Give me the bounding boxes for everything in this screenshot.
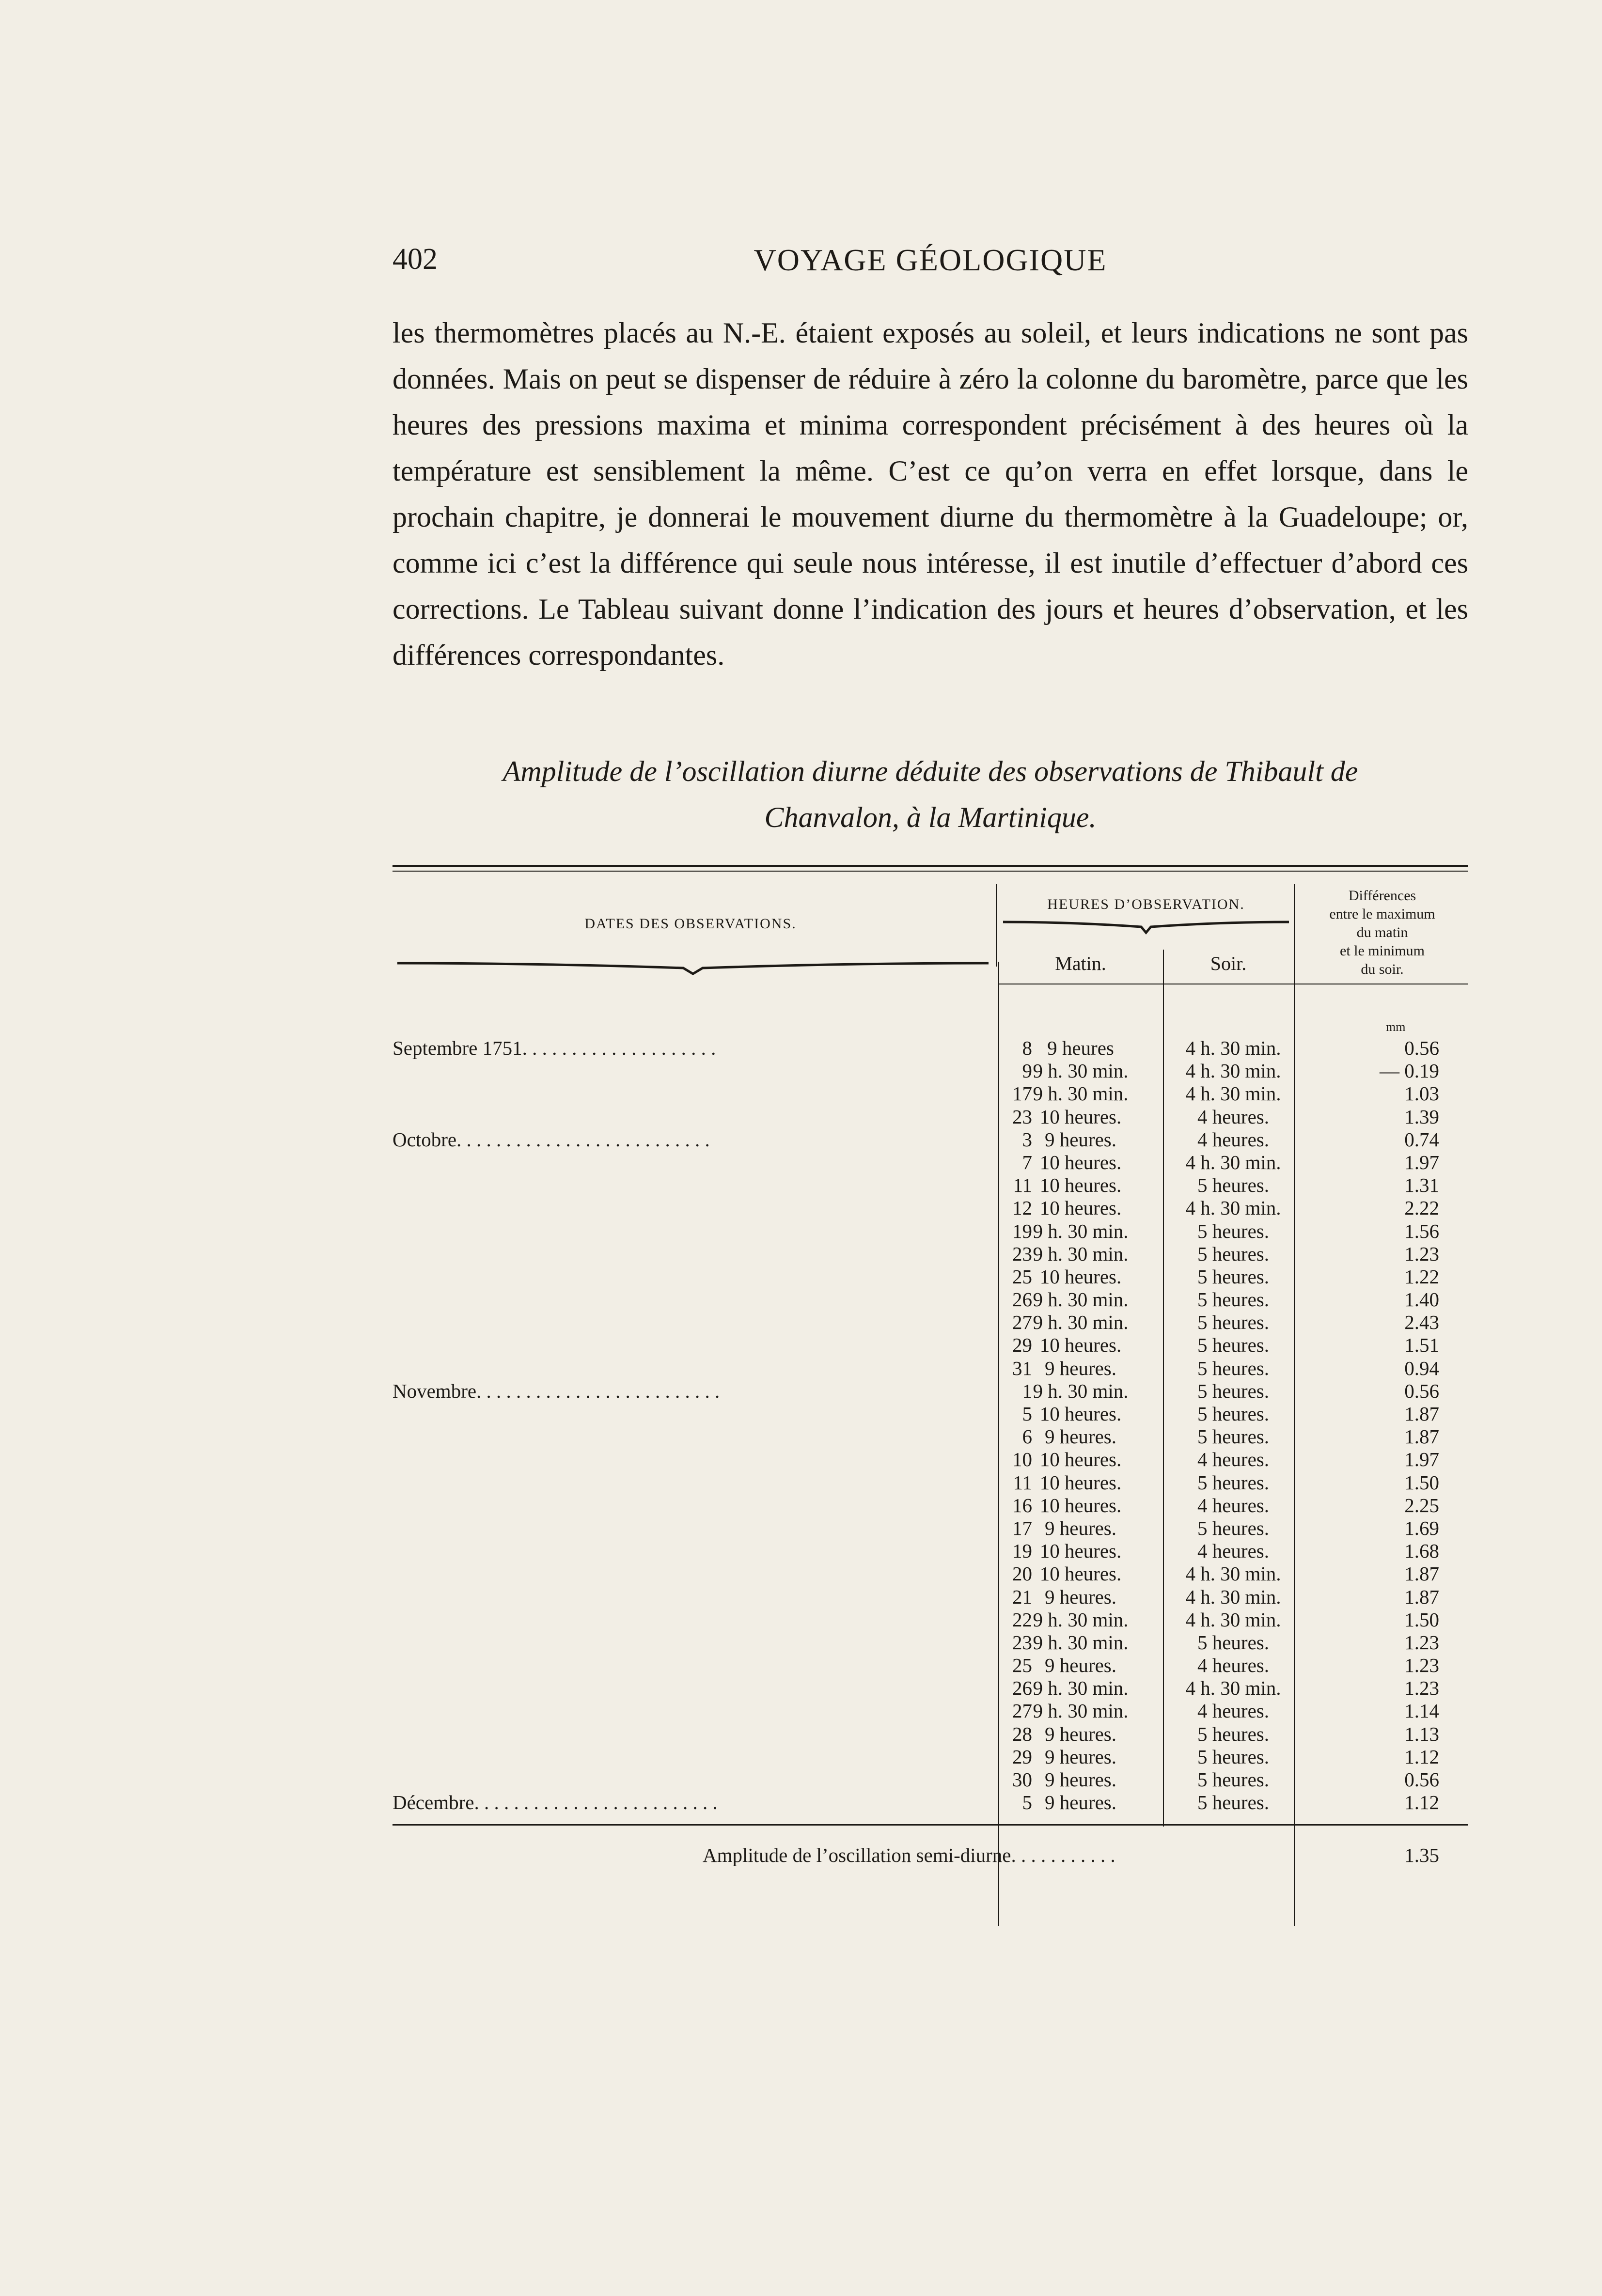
cell-morning: 9 heures.: [1044, 1654, 1116, 1677]
cell-day: 1: [1022, 1379, 1032, 1402]
cell-day: 19: [1012, 1219, 1032, 1242]
cell-day: 31: [1012, 1357, 1032, 1379]
cell-morning: 9 h. 30 min.: [1033, 1379, 1129, 1402]
cell-difference: 1.12: [1404, 1791, 1439, 1814]
cell-evening: 4 h. 30 min.: [1185, 1082, 1281, 1105]
cell-difference: 0.56: [1404, 1768, 1439, 1791]
header-morning: Matin.: [1055, 953, 1106, 974]
unit-mm: mm: [1386, 1020, 1406, 1034]
cell-difference: 1.23: [1404, 1631, 1439, 1654]
table-row: [393, 1243, 1468, 1265]
table-row: [393, 1220, 1468, 1243]
cell-day: 11: [1013, 1174, 1032, 1197]
cell-morning: 9 h. 30 min.: [1033, 1631, 1129, 1654]
header-dates: DATES DES OBSERVATIONS.: [584, 916, 797, 932]
cell-evening: 4 h. 30 min.: [1185, 1151, 1281, 1173]
table-row: [393, 1768, 1468, 1791]
cell-evening: 5 heures.: [1197, 1288, 1269, 1311]
cell-day: 17: [1012, 1516, 1032, 1539]
cell-morning: 9 h. 30 min.: [1033, 1677, 1129, 1700]
cell-evening: 4 heures.: [1197, 1700, 1269, 1722]
header-hours: HEURES D’OBSERVATION.: [1047, 896, 1245, 912]
cell-evening: 4 heures.: [1197, 1654, 1269, 1677]
cell-month: Octobre. . . . . . . . . . . . . . . . . . . . . . . . . .: [393, 1128, 710, 1151]
cell-morning: 9 heures.: [1044, 1516, 1116, 1539]
cell-evening: 4 heures.: [1197, 1540, 1269, 1562]
cell-evening: 5 heures.: [1197, 1425, 1269, 1448]
cell-difference: 1.68: [1404, 1540, 1439, 1562]
cell-morning: 10 heures.: [1039, 1403, 1122, 1425]
cell-evening: 5 heures.: [1197, 1174, 1269, 1197]
cell-difference: 1.12: [1404, 1745, 1439, 1768]
cell-month: Septembre 1751. . . . . . . . . . . . . . . . . . . .: [393, 1037, 716, 1059]
cell-day: 29: [1012, 1334, 1032, 1357]
cell-evening: 5 heures.: [1197, 1219, 1269, 1242]
cell-evening: 5 heures.: [1197, 1242, 1269, 1265]
cell-morning: 9 heures.: [1044, 1357, 1116, 1379]
table-title-line-2: Chanvalon, à la Martinique.: [764, 801, 1097, 833]
cell-evening: 5 heures.: [1197, 1379, 1269, 1402]
cell-day: 25: [1012, 1265, 1032, 1288]
cell-morning: 10 heures.: [1039, 1174, 1122, 1197]
cell-evening: 4 heures.: [1197, 1128, 1269, 1151]
table-row: [393, 1746, 1468, 1768]
summary-value: 1.35: [1404, 1844, 1439, 1866]
cell-difference: 2.25: [1404, 1494, 1439, 1516]
running-title: VOYAGE GÉOLOGIQUE: [754, 243, 1107, 277]
page-number: 402: [393, 243, 438, 276]
table-rows: [393, 1037, 1468, 1814]
cell-day: 25: [1012, 1654, 1032, 1677]
table-row: [393, 1654, 1468, 1677]
cell-morning: 9 h. 30 min.: [1033, 1311, 1129, 1334]
cell-evening: 4 heures.: [1197, 1448, 1269, 1471]
cell-day: 16: [1012, 1494, 1032, 1516]
cell-day: 19: [1012, 1540, 1032, 1562]
cell-morning: 10 heures.: [1039, 1105, 1122, 1128]
cell-evening: 5 heures.: [1197, 1311, 1269, 1334]
table-row: [393, 1631, 1468, 1654]
table-row: [393, 1586, 1468, 1609]
cell-difference: 1.97: [1404, 1448, 1439, 1471]
cell-difference: 1.14: [1404, 1700, 1439, 1722]
table-row: [393, 1791, 1468, 1814]
table-row: [393, 1288, 1468, 1311]
cell-difference: 1.22: [1404, 1265, 1439, 1288]
cell-difference: 1.87: [1404, 1425, 1439, 1448]
cell-morning: 10 heures.: [1039, 1494, 1122, 1516]
cell-evening: 4 h. 30 min.: [1185, 1585, 1281, 1608]
cell-evening: 5 heures.: [1197, 1768, 1269, 1791]
cell-morning: 9 heures.: [1044, 1791, 1116, 1814]
table-row: [393, 1265, 1468, 1288]
table-row: [393, 1151, 1468, 1174]
cell-evening: 4 h. 30 min.: [1185, 1197, 1281, 1219]
table-row: [393, 1357, 1468, 1380]
header-diff-line-4: et le minimum: [1340, 943, 1425, 959]
cell-evening: 4 h. 30 min.: [1185, 1060, 1281, 1082]
table-row: [393, 1540, 1468, 1562]
cell-morning: 9 heures.: [1044, 1585, 1116, 1608]
cell-morning: 10 heures.: [1039, 1562, 1122, 1585]
table-row: [393, 1471, 1468, 1494]
cell-difference: 0.56: [1404, 1379, 1439, 1402]
cell-day: 23: [1012, 1631, 1032, 1654]
dates-brace: [397, 959, 989, 979]
cell-month: Novembre. . . . . . . . . . . . . . . . . . . . . . . . .: [393, 1379, 720, 1402]
table-row: [393, 1174, 1468, 1197]
cell-day: 27: [1012, 1311, 1032, 1334]
cell-evening: 4 h. 30 min.: [1185, 1562, 1281, 1585]
cell-day: 23: [1012, 1105, 1032, 1128]
cell-morning: 9 h. 30 min.: [1033, 1700, 1129, 1722]
header-diff-line-5: du soir.: [1361, 961, 1404, 977]
cell-evening: 5 heures.: [1197, 1265, 1269, 1288]
cell-day: 9: [1022, 1060, 1032, 1082]
observations-table: [393, 865, 1468, 1897]
cell-evening: 5 heures.: [1197, 1791, 1269, 1814]
cell-morning: 9 h. 30 min.: [1033, 1060, 1129, 1082]
body-paragraph: les thermomètres placés au N.-E. étaient exposés au soleil, et leurs indications ne sont pas données. Mais on peut se dispenser de réduire à zéro la colonne du baromètre, parce que les heures des pressions maxima et minima correspondent précisément à des heures où la température est sensiblement la même. C’est ce qu’on verra en effet lorsque, dans le prochain chapitre, je donnerai le mouvement diurne du thermomètre à la Guadeloupe; or, comme ici c’est la différence qui seule nous intéresse, il est inutile d’effectuer d’abord ces corrections. Le Tableau suivant donne l’indication des jours et heures d’observation, et les différences correspondantes.: [393, 317, 1468, 671]
cell-morning: 10 heures.: [1039, 1540, 1122, 1562]
table-row: [393, 1425, 1468, 1448]
table-row: [393, 1311, 1468, 1334]
cell-day: 11: [1013, 1471, 1032, 1494]
cell-difference: 1.23: [1404, 1677, 1439, 1700]
cell-morning: 9 heures: [1047, 1037, 1114, 1059]
body-paragraph-block: [393, 310, 1468, 678]
cell-difference: 0.74: [1404, 1128, 1439, 1151]
table-row: [393, 1197, 1468, 1219]
cell-day: 20: [1012, 1562, 1032, 1585]
cell-month: Décembre. . . . . . . . . . . . . . . . . . . . . . . . .: [393, 1791, 718, 1814]
column-rule-dates: [996, 884, 997, 967]
table-row: [393, 1128, 1468, 1151]
summary-label: Amplitude de l’oscillation semi-diurne. . . . . . . . . . .: [703, 1844, 1115, 1866]
cell-day: 29: [1012, 1745, 1032, 1768]
cell-morning: 10 heures.: [1039, 1334, 1122, 1357]
cell-morning: 10 heures.: [1039, 1151, 1122, 1173]
cell-morning: 10 heures.: [1039, 1265, 1122, 1288]
table-row: [393, 1334, 1468, 1357]
cell-difference: 1.56: [1404, 1219, 1439, 1242]
cell-morning: 10 heures.: [1039, 1197, 1122, 1219]
table-bottom-rule: [393, 1824, 1468, 1826]
cell-morning: 10 heures.: [1039, 1471, 1122, 1494]
hours-brace: [1003, 918, 1289, 937]
cell-day: 30: [1012, 1768, 1032, 1791]
cell-evening: 4 h. 30 min.: [1185, 1037, 1281, 1059]
cell-day: 17: [1012, 1082, 1032, 1105]
cell-morning: 10 heures.: [1039, 1448, 1122, 1471]
table-row: [393, 1609, 1468, 1631]
table-row: [393, 1060, 1468, 1082]
table-row: [393, 1403, 1468, 1425]
cell-difference: 1.50: [1404, 1608, 1439, 1631]
cell-difference: 1.31: [1404, 1174, 1439, 1197]
cell-day: 5: [1022, 1791, 1032, 1814]
cell-evening: 5 heures.: [1197, 1722, 1269, 1745]
table-row: [393, 1380, 1468, 1403]
table-row: [393, 1700, 1468, 1722]
cell-difference: 1.23: [1404, 1654, 1439, 1677]
header-evening: Soir.: [1210, 953, 1247, 974]
table-row: [393, 1517, 1468, 1540]
table-row: [393, 1106, 1468, 1128]
table-row: [393, 1677, 1468, 1700]
table-row: [393, 1562, 1468, 1585]
cell-morning: 9 heures.: [1044, 1768, 1116, 1791]
cell-morning: 9 heures.: [1044, 1425, 1116, 1448]
cell-morning: 9 h. 30 min.: [1033, 1288, 1129, 1311]
table-title-line-1: Amplitude de l’oscillation diurne déduite des observations de Thibault de: [503, 755, 1358, 787]
cell-difference: 1.39: [1404, 1105, 1439, 1128]
cell-evening: 4 heures.: [1197, 1494, 1269, 1516]
cell-evening: 5 heures.: [1197, 1403, 1269, 1425]
cell-day: 22: [1012, 1608, 1032, 1631]
cell-difference: 1.23: [1404, 1242, 1439, 1265]
cell-evening: 5 heures.: [1197, 1471, 1269, 1494]
cell-difference: 1.97: [1404, 1151, 1439, 1173]
cell-day: 26: [1012, 1677, 1032, 1700]
cell-evening: 5 heures.: [1197, 1631, 1269, 1654]
cell-day: 26: [1012, 1288, 1032, 1311]
cell-day: 12: [1012, 1197, 1032, 1219]
cell-difference: 2.43: [1404, 1311, 1439, 1334]
cell-morning: 9 heures.: [1044, 1128, 1116, 1151]
cell-evening: 5 heures.: [1197, 1357, 1269, 1379]
cell-day: 28: [1012, 1722, 1032, 1745]
cell-morning: 9 h. 30 min.: [1033, 1242, 1129, 1265]
table-top-rule: [393, 865, 1468, 867]
cell-day: 3: [1022, 1128, 1032, 1151]
cell-morning: 9 h. 30 min.: [1033, 1608, 1129, 1631]
table-row: [393, 1037, 1468, 1060]
cell-difference: 1.51: [1404, 1334, 1439, 1357]
table-row: [393, 1448, 1468, 1471]
cell-evening: 4 h. 30 min.: [1185, 1677, 1281, 1700]
cell-difference: 1.87: [1404, 1585, 1439, 1608]
table-row: [393, 1082, 1468, 1105]
cell-day: 8: [1022, 1037, 1032, 1059]
cell-morning: 9 heures.: [1044, 1722, 1116, 1745]
table-row: [393, 1723, 1468, 1746]
cell-evening: 4 h. 30 min.: [1185, 1608, 1281, 1631]
cell-difference: 0.94: [1404, 1357, 1439, 1379]
cell-evening: 4 heures.: [1197, 1105, 1269, 1128]
cell-difference: — 0.19: [1380, 1060, 1439, 1082]
header-diff-line-2: entre le maximum: [1329, 906, 1435, 922]
cell-morning: 9 heures.: [1044, 1745, 1116, 1768]
cell-difference: 1.69: [1404, 1516, 1439, 1539]
table-top-rule-thin: [393, 871, 1468, 872]
cell-day: 27: [1012, 1700, 1032, 1722]
cell-difference: 1.40: [1404, 1288, 1439, 1311]
cell-difference: 1.87: [1404, 1562, 1439, 1585]
cell-difference: 1.13: [1404, 1722, 1439, 1745]
table-row: [393, 1494, 1468, 1517]
header-differences: [1296, 887, 1468, 979]
header-diff-line-1: Différences: [1348, 888, 1416, 904]
cell-difference: 1.50: [1404, 1471, 1439, 1494]
cell-day: 21: [1012, 1585, 1032, 1608]
cell-day: 10: [1012, 1448, 1032, 1471]
cell-evening: 5 heures.: [1197, 1745, 1269, 1768]
cell-evening: 5 heures.: [1197, 1516, 1269, 1539]
cell-morning: 9 h. 30 min.: [1033, 1219, 1129, 1242]
cell-day: 23: [1012, 1242, 1032, 1265]
header-diff-line-3: du matin: [1356, 924, 1408, 940]
cell-difference: 1.03: [1404, 1082, 1439, 1105]
cell-day: 5: [1022, 1403, 1032, 1425]
cell-day: 6: [1022, 1425, 1032, 1448]
cell-evening: 5 heures.: [1197, 1334, 1269, 1357]
cell-difference: 0.56: [1404, 1037, 1439, 1059]
table-title: [393, 749, 1468, 841]
cell-difference: 1.87: [1404, 1403, 1439, 1425]
page-header: [393, 242, 1468, 286]
cell-day: 7: [1022, 1151, 1032, 1173]
cell-morning: 9 h. 30 min.: [1033, 1082, 1129, 1105]
cell-difference: 2.22: [1404, 1197, 1439, 1219]
